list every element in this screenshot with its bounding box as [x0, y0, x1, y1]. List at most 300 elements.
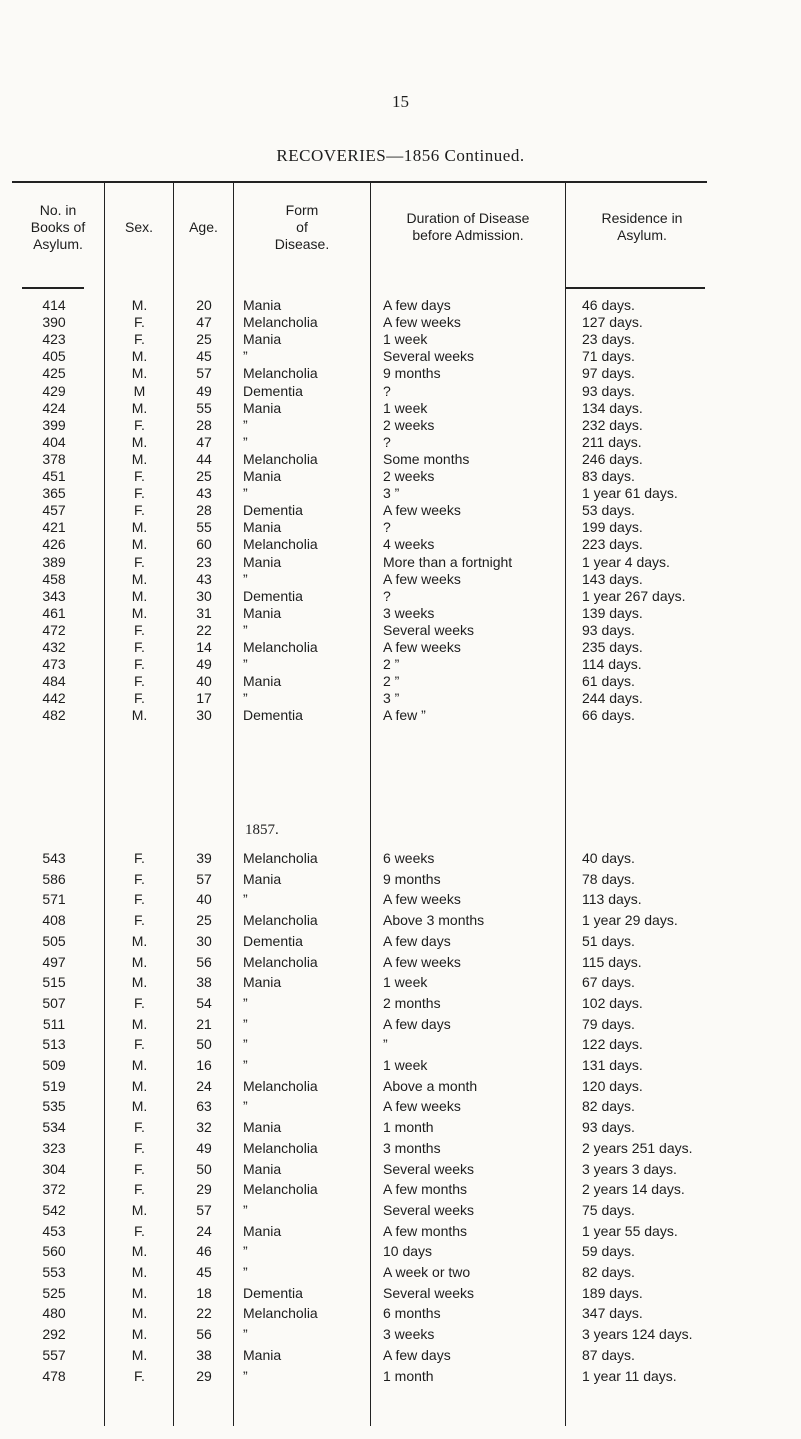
row-form: ”	[243, 1367, 248, 1384]
table-row	[0, 870, 801, 888]
row-form: ”	[243, 1015, 248, 1032]
row-sex: M.	[131, 1264, 148, 1280]
row-residence: 78 days.	[582, 870, 635, 887]
row-sex: M.	[131, 1057, 148, 1073]
row-sex: M.	[131, 450, 148, 467]
row-sex: M.	[131, 1326, 148, 1343]
row-residence: 93 days.	[582, 382, 635, 399]
row-age: 22	[196, 1305, 212, 1322]
row-age: 47	[196, 433, 212, 450]
row-form: ”	[243, 891, 248, 908]
table-row	[0, 849, 801, 867]
row-residence: 40 days.	[582, 850, 635, 866]
row-sex: F.	[134, 673, 145, 690]
row-residence: 246 days.	[582, 450, 643, 467]
row-residence: 113 days.	[582, 891, 642, 908]
row-residence: 235 days.	[582, 639, 643, 655]
row-residence: 189 days.	[582, 1284, 643, 1301]
row-age: 46	[196, 1243, 212, 1260]
row-form: Melancholia	[243, 639, 318, 655]
row-age: 43	[196, 570, 212, 587]
row-form: Mania	[243, 1160, 282, 1177]
table-row	[0, 638, 801, 656]
row-form: ”	[243, 621, 248, 638]
row-number: 451	[42, 468, 66, 484]
row-age: 31	[196, 604, 212, 621]
row-number: 553	[42, 1264, 66, 1280]
row-age: 43	[196, 485, 212, 502]
row-residence: 102 days.	[582, 994, 643, 1011]
row-duration: 4 weeks	[383, 536, 435, 553]
table-row	[0, 1056, 801, 1074]
row-form: Melancholia	[243, 1181, 318, 1198]
row-sex: F.	[134, 690, 145, 707]
row-sex: M.	[131, 433, 148, 450]
row-number: 535	[42, 1098, 66, 1115]
table-row	[0, 553, 801, 571]
row-sex: F.	[134, 331, 145, 348]
row-residence: 53 days.	[582, 502, 635, 519]
row-form: Melancholia	[243, 850, 318, 866]
row-age: 50	[196, 1160, 212, 1177]
row-form: Mania	[243, 468, 282, 484]
row-form: ”	[243, 570, 248, 587]
row-form: ”	[243, 485, 248, 502]
row-form: ”	[243, 1243, 248, 1260]
row-age: 24	[196, 1077, 212, 1094]
row-number: 389	[42, 553, 66, 570]
row-duration: A few months	[383, 1181, 468, 1198]
row-duration: 3 weeks	[383, 1326, 435, 1343]
row-form: Melancholia	[243, 912, 318, 929]
row-form: Dementia	[243, 707, 303, 724]
row-age: 63	[196, 1098, 212, 1115]
row-sex: F.	[134, 485, 145, 502]
row-sex: M.	[131, 1077, 148, 1094]
table-row	[0, 399, 801, 417]
row-form: ”	[243, 656, 248, 673]
row-form: Mania	[243, 297, 282, 313]
row-number: 343	[42, 587, 66, 604]
row-sex: F.	[134, 1036, 145, 1053]
row-sex: F.	[134, 850, 145, 866]
header-duration: Duration of Disease before Admission.	[406, 210, 530, 243]
row-age: 20	[196, 297, 212, 313]
row-duration: A week or two	[383, 1264, 471, 1280]
row-number: 525	[42, 1284, 66, 1301]
row-age: 57	[196, 870, 212, 887]
row-residence: 115 days.	[582, 953, 642, 970]
row-sex: M.	[131, 1015, 148, 1032]
row-duration: A few weeks	[383, 314, 461, 331]
table-row	[0, 433, 801, 451]
row-number: 473	[42, 656, 66, 673]
row-number: 505	[42, 932, 66, 949]
table-row	[0, 973, 801, 991]
row-duration: A few days	[383, 1346, 451, 1363]
row-sex: F.	[134, 870, 145, 887]
row-number: 292	[42, 1326, 66, 1343]
row-age: 32	[196, 1119, 212, 1136]
row-residence: 93 days.	[582, 1119, 635, 1136]
row-residence: 79 days.	[582, 1015, 635, 1032]
table-row	[0, 535, 801, 553]
table-row	[0, 953, 801, 971]
table-row	[0, 1346, 801, 1364]
row-number: 421	[42, 519, 66, 536]
row-duration: A few weeks	[383, 570, 461, 587]
row-residence: 23 days.	[582, 331, 635, 348]
row-form: ”	[243, 1201, 248, 1218]
header-age: Age.	[189, 219, 218, 235]
row-sex: M.	[131, 1305, 148, 1322]
row-form: ”	[243, 348, 248, 365]
row-sex: M.	[131, 348, 148, 365]
row-duration: 3 ”	[383, 690, 400, 707]
row-form: Dementia	[243, 1284, 303, 1301]
row-residence: 1 year 55 days.	[582, 1222, 678, 1239]
table-row	[0, 994, 801, 1012]
row-age: 23	[196, 553, 212, 570]
row-residence: 127 days.	[582, 314, 643, 331]
row-duration: ?	[383, 433, 391, 450]
row-sex: F.	[134, 1139, 145, 1156]
row-duration: 1 week	[383, 974, 428, 991]
row-age: 56	[196, 1326, 212, 1343]
row-number: 424	[42, 399, 66, 416]
row-duration: A few days	[383, 932, 451, 949]
row-age: 40	[196, 891, 212, 908]
row-form: ”	[243, 416, 248, 433]
row-number: 404	[42, 433, 66, 450]
row-age: 54	[196, 994, 212, 1011]
row-residence: 59 days.	[582, 1243, 635, 1260]
row-form: Mania	[243, 673, 282, 690]
row-form: ”	[243, 1098, 248, 1115]
row-number: 426	[42, 536, 66, 553]
row-number: 586	[42, 870, 66, 887]
row-form: Dementia	[243, 587, 303, 604]
page-title: RECOVERIES—1856 Continued.	[276, 146, 525, 165]
row-age: 45	[196, 348, 212, 365]
header-form: Form of Disease.	[274, 202, 330, 252]
row-sex: F.	[134, 468, 145, 484]
row-number: 432	[42, 639, 66, 655]
row-sex: M	[133, 382, 146, 399]
row-residence: 1 year 4 days.	[582, 553, 670, 570]
table-row	[0, 1304, 801, 1322]
row-age: 18	[196, 1284, 212, 1301]
row-form: Melancholia	[243, 536, 318, 553]
row-number: 484	[42, 673, 66, 690]
row-sex: M.	[131, 1243, 148, 1260]
row-number: 414	[42, 297, 66, 313]
row-residence: 223 days.	[582, 536, 643, 553]
row-duration: 1 month	[383, 1119, 434, 1136]
row-sex: F.	[134, 314, 145, 331]
row-duration: 2 weeks	[383, 416, 435, 433]
row-duration: ?	[383, 519, 391, 536]
row-age: 44	[196, 450, 212, 467]
row-duration: A few weeks	[383, 891, 461, 908]
row-age: 30	[196, 587, 212, 604]
table-row	[0, 467, 801, 485]
table-row	[0, 706, 801, 724]
row-duration: 3 months	[383, 1139, 441, 1156]
row-age: 38	[196, 974, 212, 991]
row-number: 461	[42, 604, 66, 621]
row-age: 60	[196, 536, 212, 553]
row-duration: 1 week	[383, 1057, 428, 1073]
row-form: ”	[243, 1057, 248, 1073]
row-residence: 93 days.	[582, 621, 635, 638]
row-sex: F.	[134, 1222, 145, 1239]
row-sex: M.	[131, 953, 148, 970]
table-row	[0, 1077, 801, 1095]
row-age: 17	[196, 690, 212, 707]
row-sex: F.	[134, 502, 145, 519]
row-number: 507	[42, 994, 66, 1011]
row-form: Melancholia	[243, 1077, 318, 1094]
row-number: 511	[42, 1015, 66, 1032]
row-sex: M.	[131, 974, 148, 991]
row-form: Mania	[243, 1222, 282, 1239]
row-duration: A few weeks	[383, 953, 461, 970]
row-age: 50	[196, 1036, 212, 1053]
table-row	[0, 621, 801, 639]
row-form: Melancholia	[243, 365, 318, 382]
row-form: ”	[243, 1036, 248, 1053]
row-number: 453	[42, 1222, 66, 1239]
row-form: Mania	[243, 604, 282, 621]
row-duration: A few days	[383, 297, 451, 313]
row-form: Mania	[243, 870, 282, 887]
row-age: 30	[196, 932, 212, 949]
row-age: 25	[196, 468, 212, 484]
table-row	[0, 1201, 801, 1219]
header-bottom-rule-right	[565, 287, 705, 289]
row-duration: A few months	[383, 1222, 468, 1239]
table-row	[0, 890, 801, 908]
row-age: 49	[196, 1139, 212, 1156]
row-age: 24	[196, 1222, 212, 1239]
row-number: 480	[42, 1305, 66, 1322]
row-residence: 82 days.	[582, 1264, 635, 1280]
row-sex: M.	[131, 570, 148, 587]
header-bottom-rule-left	[22, 287, 84, 289]
row-residence: 97 days.	[582, 365, 635, 382]
row-duration: 10 days	[383, 1243, 433, 1260]
year-1857-label: 1857.	[245, 822, 279, 838]
row-form: Dementia	[243, 502, 303, 519]
row-number: 478	[42, 1367, 66, 1384]
table-row	[0, 932, 801, 950]
table-row	[0, 518, 801, 536]
row-form: Melancholia	[243, 1139, 318, 1156]
row-age: 14	[196, 639, 212, 655]
row-residence: 1 year 11 days.	[582, 1367, 677, 1384]
row-age: 25	[196, 331, 212, 348]
row-age: 49	[196, 382, 212, 399]
header-sex: Sex.	[124, 219, 153, 235]
row-residence: 143 days.	[582, 570, 643, 587]
row-sex: M.	[131, 1346, 148, 1363]
table-row	[0, 604, 801, 622]
row-duration: Above 3 months	[383, 912, 485, 929]
row-sex: M.	[131, 707, 148, 724]
row-duration: 9 months	[383, 365, 441, 382]
row-age: 40	[196, 673, 212, 690]
row-sex: F.	[134, 912, 145, 929]
header-no: No. in Books of Asylum.	[30, 202, 86, 252]
row-age: 57	[196, 365, 212, 382]
row-sex: F.	[134, 656, 145, 673]
table-row	[0, 570, 801, 588]
row-form: Mania	[243, 399, 282, 416]
table-row	[0, 1015, 801, 1033]
row-duration: Several weeks	[383, 1284, 475, 1301]
table-row	[0, 911, 801, 929]
table-row	[0, 1367, 801, 1385]
row-form: ”	[243, 1326, 248, 1343]
row-form: Melancholia	[243, 314, 318, 331]
row-form: Mania	[243, 519, 282, 536]
row-duration: ”	[383, 1036, 388, 1053]
row-residence: 2 years 14 days.	[582, 1181, 685, 1198]
row-age: 29	[196, 1181, 212, 1198]
row-duration: A few days	[383, 1015, 451, 1032]
row-age: 55	[196, 519, 212, 536]
row-form: Mania	[243, 331, 282, 348]
row-age: 21	[196, 1015, 212, 1032]
row-number: 542	[42, 1201, 66, 1218]
row-number: 571	[42, 891, 66, 908]
row-duration: A few weeks	[383, 639, 461, 655]
row-form: Mania	[243, 1346, 282, 1363]
row-duration: ?	[383, 587, 391, 604]
row-form: ”	[243, 690, 248, 707]
row-number: 365	[42, 485, 66, 502]
row-number: 399	[42, 416, 66, 433]
row-duration: 2 weeks	[383, 468, 435, 484]
table-row	[0, 330, 801, 348]
table-row	[0, 1097, 801, 1115]
row-residence: 244 days.	[582, 690, 643, 707]
table-row	[0, 1242, 801, 1260]
row-duration: Several weeks	[383, 1160, 475, 1177]
row-number: 425	[42, 365, 66, 382]
row-residence: 139 days.	[582, 604, 643, 621]
row-residence: 51 days.	[582, 932, 635, 949]
row-sex: F.	[134, 1160, 145, 1177]
row-age: 30	[196, 707, 212, 724]
row-residence: 211 days.	[582, 433, 642, 450]
row-residence: 67 days.	[582, 974, 635, 991]
row-number: 405	[42, 348, 66, 365]
row-duration: 3 ”	[383, 485, 400, 502]
row-age: 57	[196, 1201, 212, 1218]
row-number: 372	[42, 1181, 66, 1198]
row-duration: A few weeks	[383, 502, 461, 519]
row-number: 390	[42, 314, 66, 331]
row-duration: Some months	[383, 450, 470, 467]
row-number: 557	[42, 1346, 66, 1363]
row-age: 16	[196, 1057, 212, 1073]
row-duration: 6 weeks	[383, 850, 435, 866]
row-age: 47	[196, 314, 212, 331]
row-number: 378	[42, 450, 66, 467]
table-row	[0, 587, 801, 605]
row-duration: 1 week	[383, 331, 428, 348]
row-form: Mania	[243, 553, 282, 570]
row-number: 429	[42, 382, 66, 399]
row-residence: 1 year 267 days.	[582, 587, 686, 604]
row-age: 25	[196, 912, 212, 929]
row-number: 472	[42, 621, 66, 638]
row-sex: M.	[131, 1201, 148, 1218]
table-row	[0, 1139, 801, 1157]
row-duration: Several weeks	[383, 1201, 475, 1218]
row-sex: F.	[134, 891, 145, 908]
row-number: 442	[42, 690, 66, 707]
row-sex: F.	[134, 1181, 145, 1198]
table-row	[0, 450, 801, 468]
table-row	[0, 296, 801, 314]
row-sex: F.	[134, 1119, 145, 1136]
row-number: 560	[42, 1243, 66, 1260]
row-number: 509	[42, 1057, 66, 1073]
table-row	[0, 1263, 801, 1281]
row-residence: 114 days.	[582, 656, 642, 673]
row-number: 543	[42, 850, 66, 866]
row-duration: 2 ”	[383, 673, 400, 690]
row-duration: A few ”	[383, 707, 426, 724]
row-residence: 3 years 3 days.	[582, 1160, 677, 1177]
row-residence: 122 days.	[582, 1036, 643, 1053]
row-duration: ?	[383, 382, 391, 399]
row-form: Melancholia	[243, 953, 318, 970]
row-number: 513	[42, 1036, 66, 1053]
table-row	[0, 655, 801, 673]
row-number: 515	[42, 974, 66, 991]
row-number: 323	[42, 1139, 66, 1156]
row-sex: M.	[131, 932, 148, 949]
page-number: 15	[392, 92, 409, 111]
row-age: 49	[196, 656, 212, 673]
row-form: Dementia	[243, 932, 303, 949]
row-duration: 6 months	[383, 1305, 441, 1322]
table-row	[0, 672, 801, 690]
table-row	[0, 1180, 801, 1198]
row-residence: 1 year 61 days.	[582, 485, 678, 502]
row-sex: M.	[131, 587, 148, 604]
row-sex: M.	[131, 604, 148, 621]
row-residence: 82 days.	[582, 1098, 635, 1115]
row-number: 519	[42, 1077, 66, 1094]
row-residence: 71 days.	[582, 348, 635, 365]
table-row	[0, 1284, 801, 1302]
row-duration: Several weeks	[383, 348, 475, 365]
table-top-rule	[12, 181, 707, 183]
row-sex: F.	[134, 1367, 145, 1384]
row-number: 408	[42, 912, 66, 929]
row-duration: 9 months	[383, 870, 441, 887]
row-residence: 199 days.	[582, 519, 643, 536]
row-sex: M.	[131, 365, 148, 382]
row-sex: M.	[131, 536, 148, 553]
row-residence: 120 days.	[582, 1077, 643, 1094]
row-sex: M.	[131, 297, 148, 313]
